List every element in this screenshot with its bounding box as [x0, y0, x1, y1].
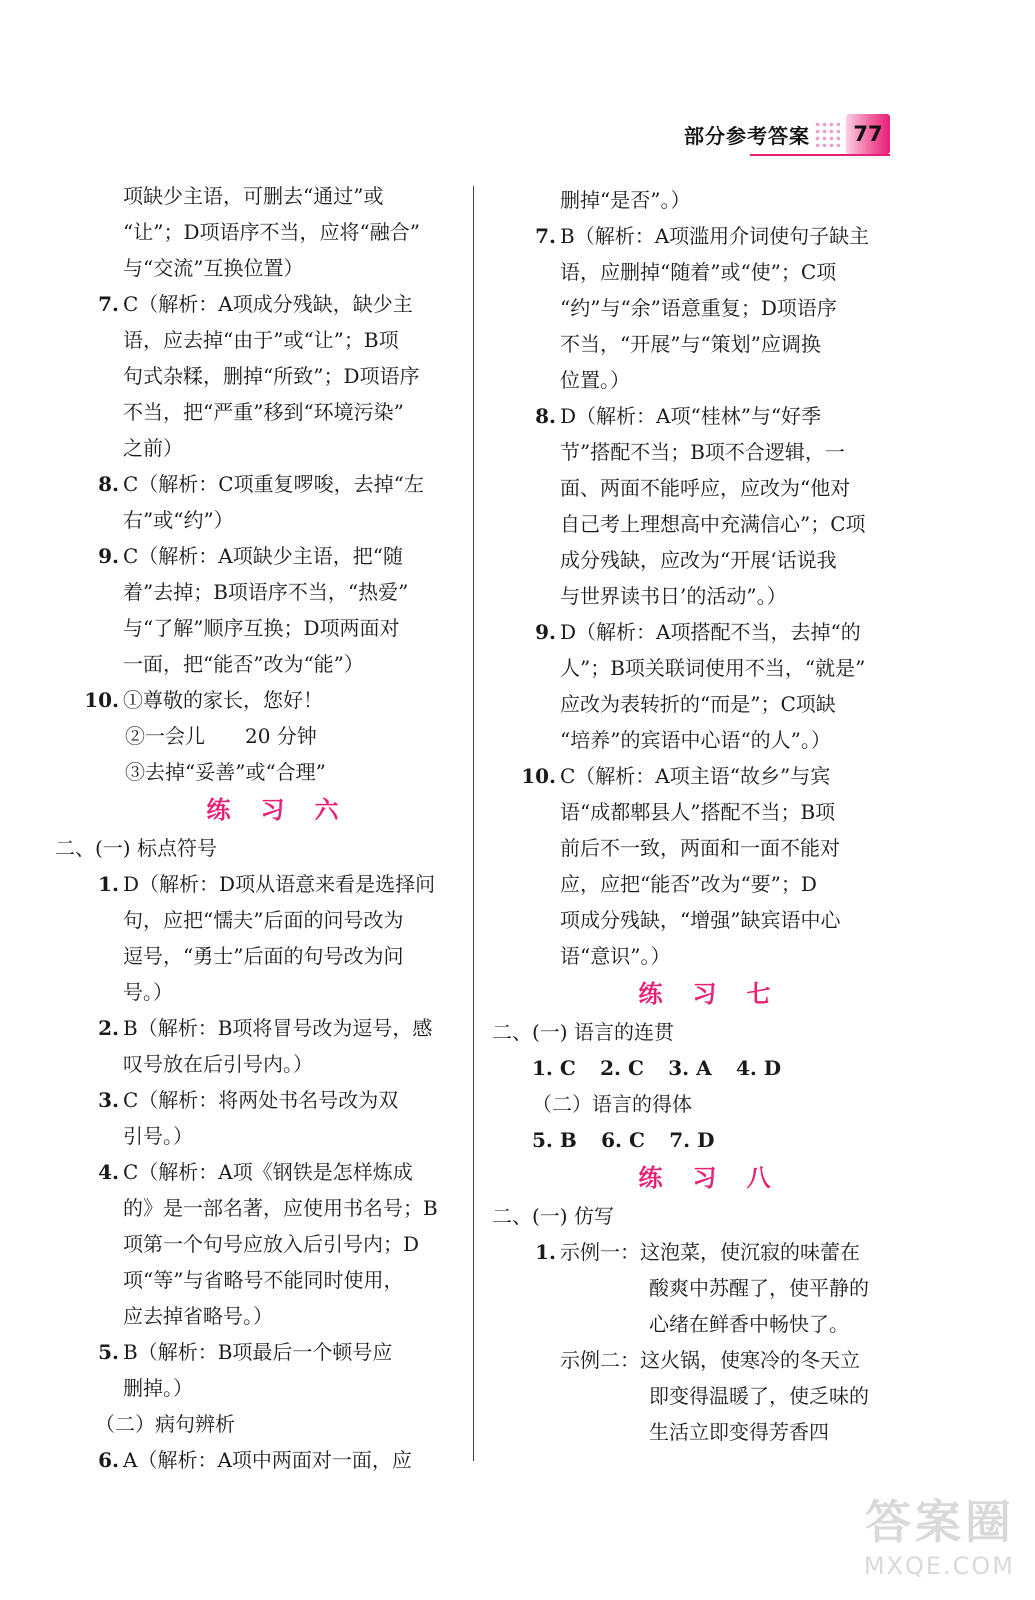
text-line: ②一会儿 20 分钟 — [125, 724, 317, 748]
text-line: 项成分残缺，“增强”缺宾语中心 — [560, 908, 841, 932]
answer-item — [492, 218, 897, 398]
text-line: 不当，把“严重”移到“环境污染” — [123, 400, 404, 424]
text-line: 逗号，“勇士”后面的句号改为问 — [123, 944, 404, 968]
text-line: D（解析：A项搭配不当，去掉“的 — [560, 620, 861, 644]
answer-choice: 1. C — [532, 1056, 576, 1080]
text-line: 不当，“开展”与“策划”应调换 — [560, 332, 821, 356]
text-line: 生活立即变得芳香四 — [649, 1420, 829, 1444]
watermark — [864, 1486, 1015, 1580]
text-line: 人”；B项关联词使用不当，“就是” — [560, 656, 866, 680]
text-line: B（解析：B项最后一个顿号应 — [123, 1340, 393, 1364]
text-line: 的》是一部名著，应使用书名号；B — [123, 1196, 438, 1220]
subsection-title: （二）病句辨析 — [95, 1412, 235, 1436]
text-line: 项“等”与省略号不能同时使用， — [123, 1268, 404, 1292]
answer-item — [492, 1234, 897, 1270]
answer-choice: 7. D — [669, 1128, 715, 1152]
answer-choice: 2. C — [600, 1056, 644, 1080]
subsection-title: 二、(一) 标点符号 — [55, 836, 217, 860]
answer-item — [55, 1010, 460, 1082]
item-number: 7. — [98, 292, 119, 316]
text-line: 与“交流”互换位置） — [123, 256, 304, 280]
subsection-title: （二）语言的得体 — [532, 1092, 692, 1116]
text-line: 酸爽中苏醒了，使平静的 — [649, 1276, 869, 1300]
example-text: 这泡菜，使沉寂的味蕾在 — [640, 1240, 860, 1264]
text-line: ③去掉“妥善”或“合理” — [125, 760, 326, 784]
text-line: 删掉。） — [123, 1376, 193, 1400]
column-divider — [473, 186, 474, 1461]
item-number: 10. — [84, 688, 119, 712]
item-number: 8. — [535, 404, 556, 428]
text-line: 应去掉省略号。） — [123, 1304, 273, 1328]
text-line: 之前） — [123, 436, 183, 460]
text-line: 着”去掉；B项语序不当，“热爱” — [123, 580, 409, 604]
text-line: 语，应去掉“由于”或“让”；B项 — [123, 328, 399, 352]
text-line: 一面，把“能否”改为“能”） — [123, 652, 364, 676]
text-line: 位置。） — [560, 368, 630, 392]
text-line: 节”搭配不当；B项不合逻辑，一 — [560, 440, 845, 464]
example-label: 示例一： — [560, 1240, 640, 1264]
text-line: 应，应把“能否”改为“要”；D — [560, 872, 817, 896]
text-line: C（解析：A项《钢铁是怎样炼成 — [123, 1160, 413, 1184]
text-line: “让”；D项语序不当，应将“融合” — [123, 220, 420, 244]
text-line: 面、两面不能呼应，应改为“他对 — [560, 476, 851, 500]
section-title-exercise-8: 练习八 — [638, 1164, 801, 1192]
item-number: 4. — [98, 1160, 119, 1184]
answer-item — [55, 866, 460, 1010]
text-line: 自己考上理想高中充满信心”；C项 — [560, 512, 866, 536]
text-line: “约”与“余”语意重复；D项语序 — [560, 296, 837, 320]
example-text: 这火锅，使寒冷的冬天立 — [640, 1348, 860, 1372]
right-column — [492, 182, 897, 1450]
item-number: 2. — [98, 1016, 119, 1040]
text-line: 语“意识”。） — [560, 944, 671, 968]
text-line: 右”或“约”） — [123, 508, 234, 532]
text-line: 项第一个句号应放入后引号内；D — [123, 1232, 420, 1256]
text-line: “培养”的宾语中心语“的人”。） — [560, 728, 831, 752]
header-rule — [750, 154, 890, 156]
text-line: C（解析：A项主语“故乡”与宾 — [560, 764, 831, 788]
subsection-title: 二、(一) 仿写 — [492, 1204, 614, 1228]
text-line — [560, 1234, 897, 1270]
text-line — [492, 1342, 897, 1378]
answer-item — [492, 398, 897, 614]
answer-item — [492, 758, 897, 974]
answer-item — [55, 538, 460, 682]
text-line: A（解析：A项中两面对一面，应 — [123, 1448, 412, 1472]
answer-item — [55, 682, 460, 718]
text-line: B（解析：B项将冒号改为逗号，感 — [123, 1016, 433, 1040]
answer-item — [55, 1154, 460, 1334]
text-line: 成分残缺，应改为“开展‘话说我 — [560, 548, 837, 572]
text-line: 语，应删掉“随着”或“使”；C项 — [560, 260, 837, 284]
answer-item — [492, 614, 897, 758]
watermark-url: MXQE.COM — [863, 1552, 1015, 1580]
header-title: 部分参考答案 — [684, 123, 810, 148]
answer-item — [55, 1334, 460, 1406]
text-line: 心绪在鲜香中畅快了。 — [649, 1312, 849, 1336]
text-line: 号。） — [123, 980, 173, 1004]
answer-choice: 4. D — [735, 1056, 782, 1080]
answer-row — [492, 1050, 897, 1086]
left-column — [55, 178, 460, 1478]
subsection-title: 二、(一) 语言的连贯 — [492, 1020, 674, 1044]
section-title-exercise-7: 练习七 — [638, 980, 801, 1008]
text-line: 前后不一致，两面和一面不能对 — [560, 836, 840, 860]
text-line: 句式杂糅，删掉“所致”；D项语序 — [123, 364, 420, 388]
text-line: C（解析：A项缺少主语，把“随 — [123, 544, 403, 568]
text-line: C（解析：C项重复啰唆，去掉“左 — [123, 472, 424, 496]
item-number: 9. — [98, 544, 119, 568]
item-number: 1. — [98, 872, 119, 896]
item-number: 9. — [535, 620, 556, 644]
text-line: 引号。） — [123, 1124, 193, 1148]
item-number: 1. — [535, 1240, 556, 1264]
watermark-logo: 答案圈 — [865, 1495, 1015, 1549]
header-dot-pattern — [814, 121, 844, 147]
text-line: B（解析：A项滥用介词使句子缺主 — [560, 224, 870, 248]
answer-item — [55, 466, 460, 538]
text-line: ①尊敬的家长，您好！ — [123, 688, 323, 712]
example-label: 示例二： — [560, 1348, 640, 1372]
text-line: 项缺少主语，可删去“通过”或 — [123, 184, 384, 208]
answer-choice: 3. A — [668, 1056, 712, 1080]
text-line: D（解析：D项从语意来看是选择问 — [123, 872, 436, 896]
answer-choice: 5. B — [532, 1128, 577, 1152]
answer-row — [492, 1122, 897, 1158]
item-number: 6. — [98, 1448, 119, 1472]
item-number: 7. — [535, 224, 556, 248]
section-title-exercise-6: 练习六 — [206, 796, 369, 824]
item-number: 8. — [98, 472, 119, 496]
text-line: C（解析：A项成分残缺，缺少主 — [123, 292, 413, 316]
text-line: 叹号放在后引号内。） — [123, 1052, 313, 1076]
answer-item — [55, 1082, 460, 1154]
text-line: 删掉“是否”。） — [560, 188, 691, 212]
item-number: 3. — [98, 1088, 119, 1112]
answer-choice: 6. C — [601, 1128, 645, 1152]
item-number: 10. — [521, 764, 556, 788]
text-line: 句，应把“懦夫”后面的问号改为 — [123, 908, 404, 932]
text-line: 语“成都郫县人”搭配不当；B项 — [560, 800, 836, 824]
text-line: 即变得温暖了，使乏味的 — [649, 1384, 869, 1408]
answer-item — [55, 1442, 460, 1478]
text-line: 应改为表转折的“而是”；C项缺 — [560, 692, 836, 716]
page-header — [684, 114, 890, 154]
text-line: 与世界读书日’的活动”。） — [560, 584, 787, 608]
answer-item — [55, 286, 460, 466]
text-line: D（解析：A项“桂林”与“好季 — [560, 404, 822, 428]
page-number: 77 — [846, 114, 890, 154]
text-line: 与“了解”顺序互换；D项两面对 — [123, 616, 400, 640]
item-number: 5. — [98, 1340, 119, 1364]
text-line: C（解析：将两处书名号改为双 — [123, 1088, 399, 1112]
